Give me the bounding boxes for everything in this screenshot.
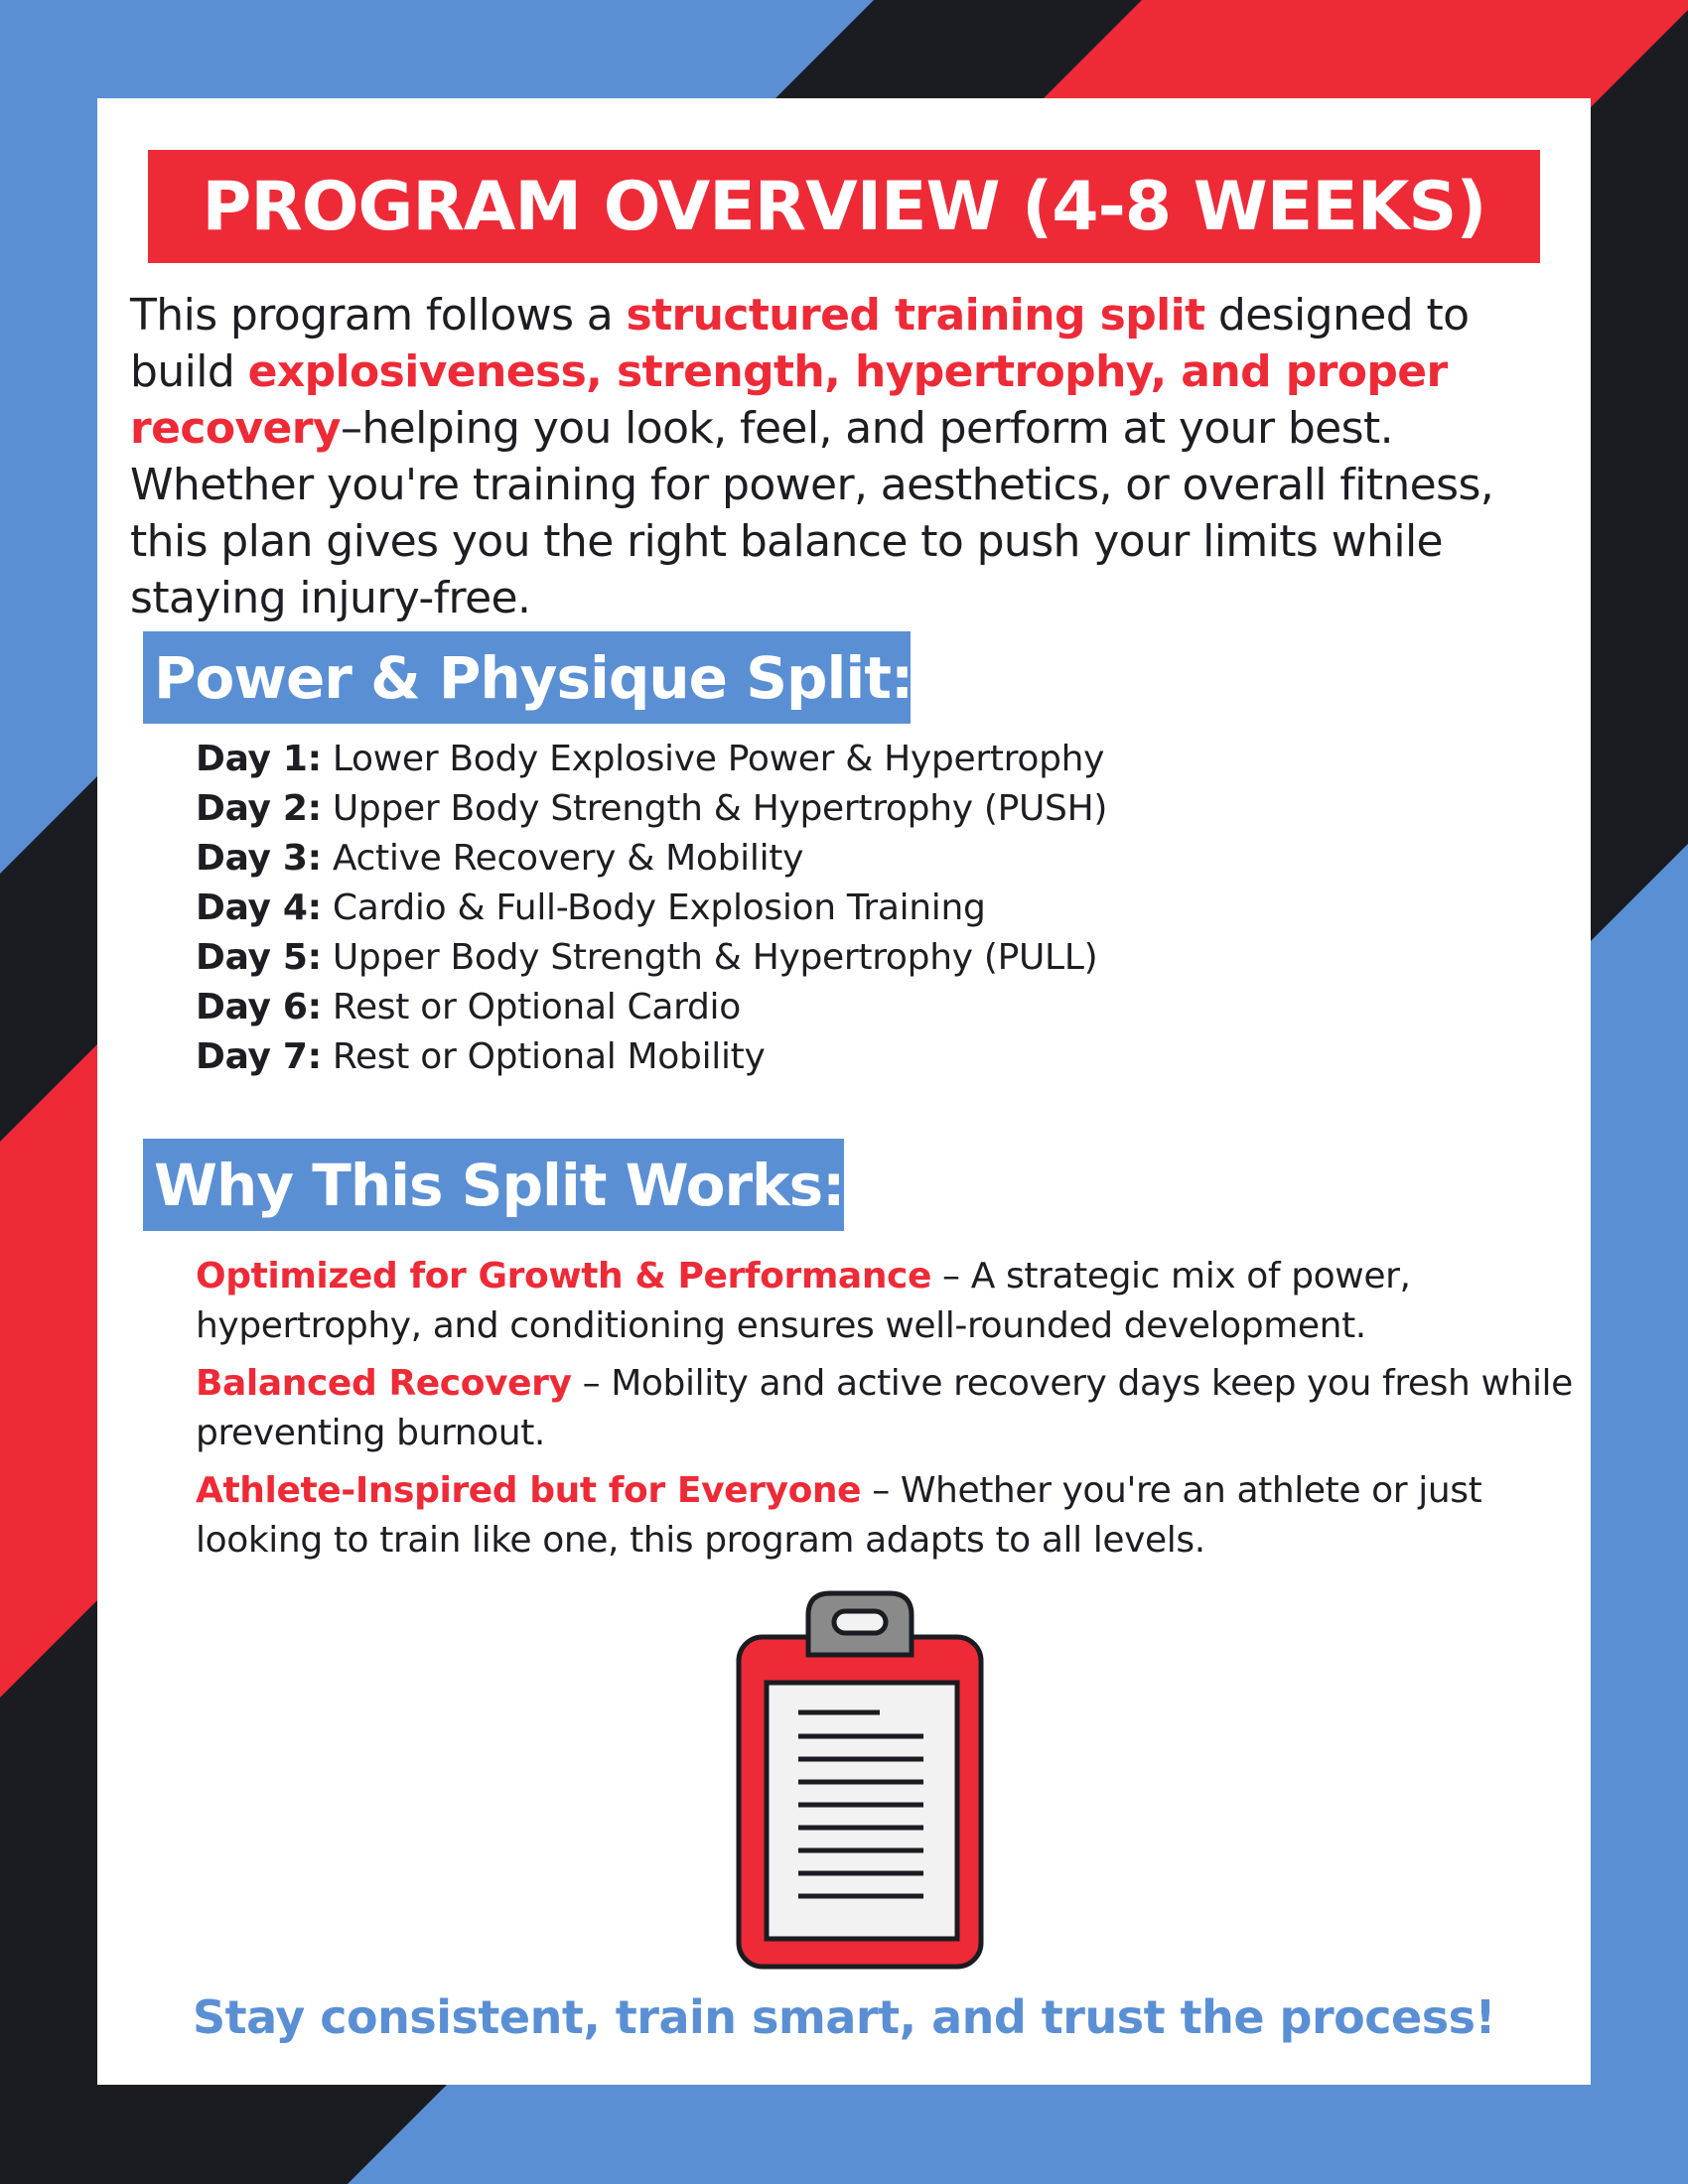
day-list <box>196 735 1387 1082</box>
day-label: Day 1: <box>196 739 322 779</box>
intro-paragraph <box>130 287 1570 626</box>
why-item-text: – Mobility and active recovery days keep you fresh while preventing burnout. <box>196 1363 1573 1453</box>
day-item <box>196 933 1387 983</box>
clipboard-icon <box>735 1589 997 1973</box>
day-label: Day 4: <box>196 887 322 928</box>
day-label: Day 7: <box>196 1036 322 1077</box>
day-text: Upper Body Strength & Hypertrophy (PUSH) <box>321 788 1108 829</box>
page-title: PROGRAM OVERVIEW (4-8 WEEKS) <box>148 150 1540 263</box>
why-item-title: Optimized for Growth & Performance <box>196 1256 932 1297</box>
why-item <box>196 1359 1586 1458</box>
intro-text-1: This program follows a <box>130 290 627 341</box>
content-card <box>97 98 1591 2085</box>
day-text: Cardio & Full-Body Explosion Training <box>321 887 986 928</box>
footer-tagline: Stay consistent, train smart, and trust the process! <box>193 1990 1495 2044</box>
day-text: Lower Body Explosive Power & Hypertrophy <box>321 739 1105 779</box>
why-item <box>196 1466 1586 1566</box>
intro-highlight-2: explosiveness, strength, hypertrophy, and proper recovery <box>130 346 1448 454</box>
day-text: Rest or Optional Mobility <box>321 1036 766 1077</box>
day-item <box>196 983 1387 1032</box>
intro-text-2: designed to build <box>130 290 1470 397</box>
why-item-text: – Whether you're an athlete or just looking to train like one, this program adapts to all levels. <box>196 1470 1482 1561</box>
day-label: Day 6: <box>196 987 322 1027</box>
day-item <box>196 1032 1387 1082</box>
day-label: Day 3: <box>196 838 322 879</box>
intro-text-3: –helping you look, feel, and perform at your best. Whether you're training for power, aesthetics, or overall fitness, this plan gives you the right balance to push your limits while staying injury-free. <box>130 403 1494 623</box>
why-item-title: Balanced Recovery <box>196 1363 572 1404</box>
day-item <box>196 735 1387 784</box>
day-item <box>196 884 1387 933</box>
why-item-text: – A strategic mix of power, hypertrophy, and conditioning ensures well-rounded development. <box>196 1256 1411 1346</box>
day-item <box>196 784 1387 834</box>
why-heading: Why This Split Works: <box>143 1139 844 1231</box>
day-text: Active Recovery & Mobility <box>321 838 804 879</box>
day-text: Rest or Optional Cardio <box>321 987 741 1027</box>
day-item <box>196 834 1387 884</box>
intro-highlight-1: structured training split <box>626 290 1205 341</box>
why-item <box>196 1252 1586 1351</box>
day-label: Day 2: <box>196 788 322 829</box>
day-label: Day 5: <box>196 937 322 978</box>
split-heading: Power & Physique Split: <box>143 631 911 724</box>
day-text: Upper Body Strength & Hypertrophy (PULL) <box>321 937 1098 978</box>
why-item-title: Athlete-Inspired but for Everyone <box>196 1470 862 1511</box>
why-list <box>196 1252 1586 1573</box>
